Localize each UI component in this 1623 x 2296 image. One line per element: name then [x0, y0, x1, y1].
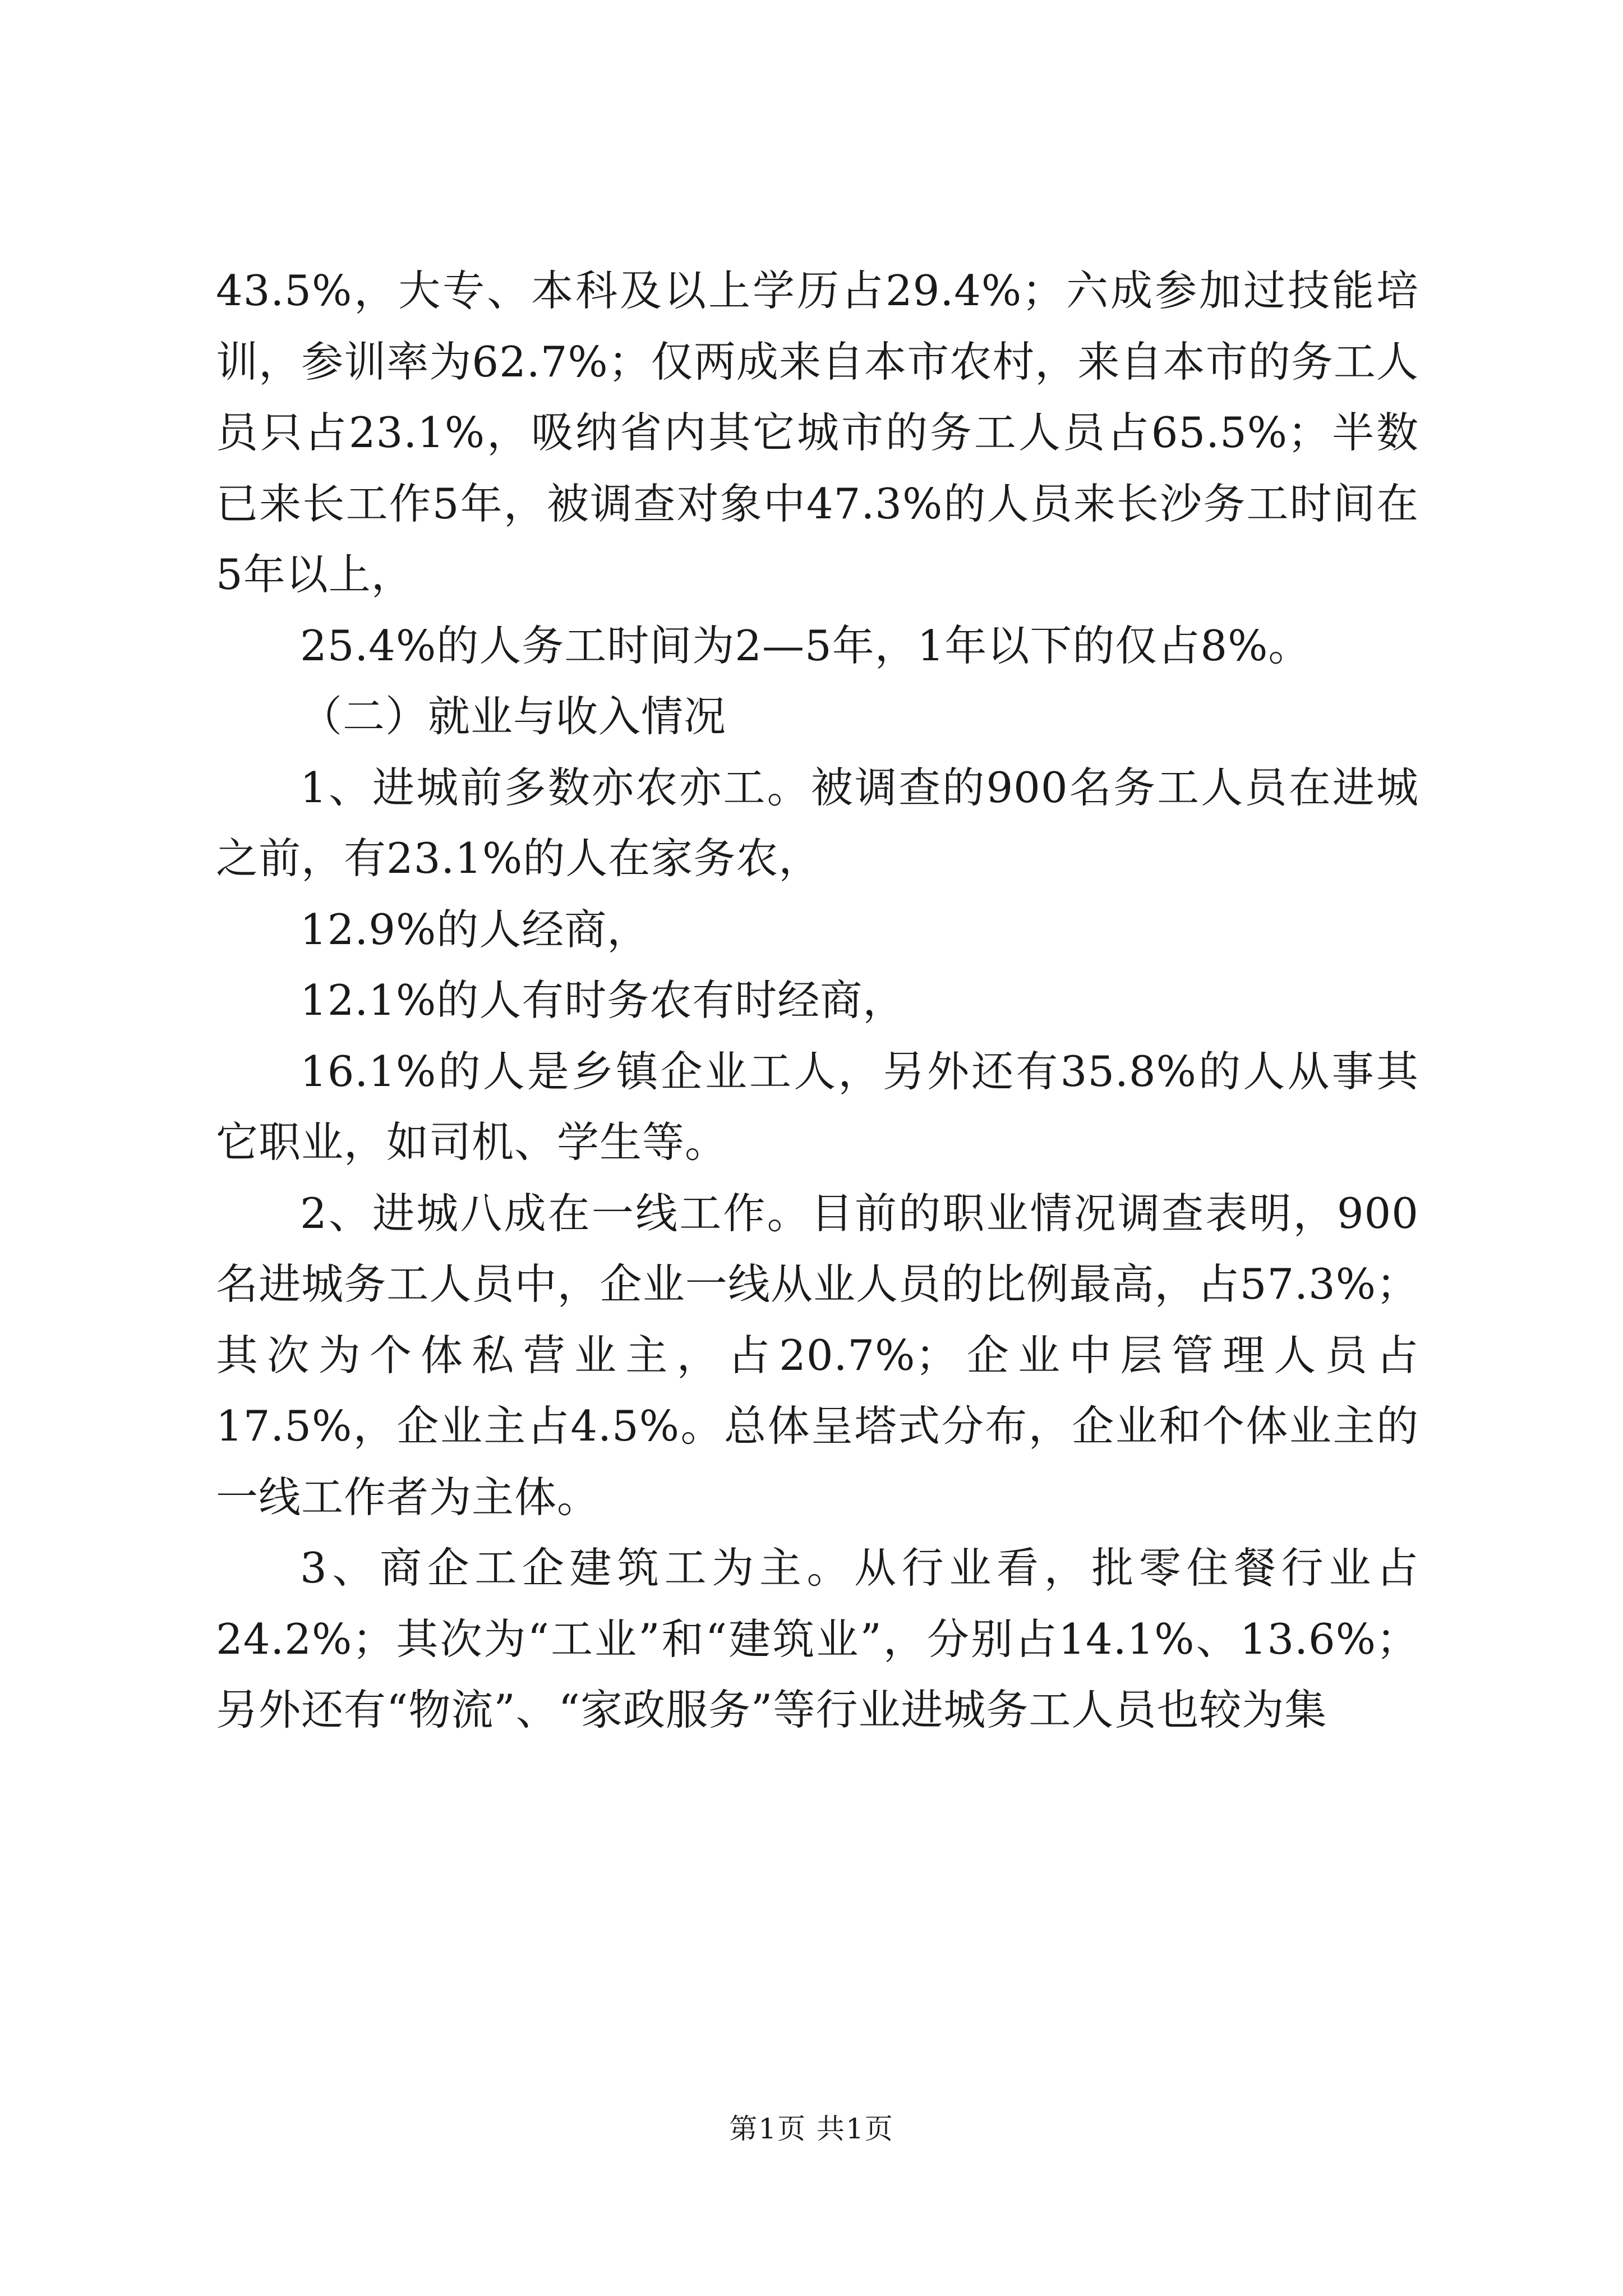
section-heading-employment-income: （二）就业与收入情况: [300, 692, 727, 741]
paragraph-business: 12.9%的人经商，: [300, 904, 650, 954]
paragraph-industry: 3、商企工企建筑工为主。从行业看，批零住餐行业占24.2%；其次为“工业”和“建筑业”，分别占14.1%、13.6%；另外还有“物流”、“家政服务”等行业进城务工人员也较为集: [216, 1543, 1419, 1734]
paragraph-work-duration: 25.4%的人务工时间为2—5年，1年以下的仅占8%。: [300, 620, 1311, 670]
paragraph-before-city: 1、进城前多数亦农亦工。被调查的900名务工人员在进城之前，有23.1%的人在家务农，: [216, 762, 1419, 883]
paragraph-frontline-work: 2、进城八成在一线工作。目前的职业情况调查表明，900名进城务工人员中，企业一线从业人员的比例最高，占57.3%；其次为个体私营业主，占20.7%；企业中层管理人员占17.5%，企业主占4.5%。总体呈塔式分布，企业和个体业主的一线工作者为主体。: [216, 1188, 1419, 1522]
paragraph-education-origin: 43.5%，大专、本科及以上学历占29.4%；六成参加过技能培训，参训率为62.7%；仅两成来自本市农村，来自本市的务工人员只占23.1%，吸纳省内其它城市的务工人员占65.5%；半数已来长工作5年，被调查对象中47.3%的人员来长沙务工时间在5年以上，: [216, 266, 1419, 599]
document-body: [216, 255, 1419, 1746]
paragraph-township-workers: 16.1%的人是乡镇企业工人，另外还有35.8%的人从事其它职业，如司机、学生等。: [216, 1046, 1419, 1167]
paragraph-farming-business: 12.1%的人有时务农有时经商，: [300, 976, 906, 1025]
page-number-footer: 第1页 共1页: [729, 2113, 894, 2145]
